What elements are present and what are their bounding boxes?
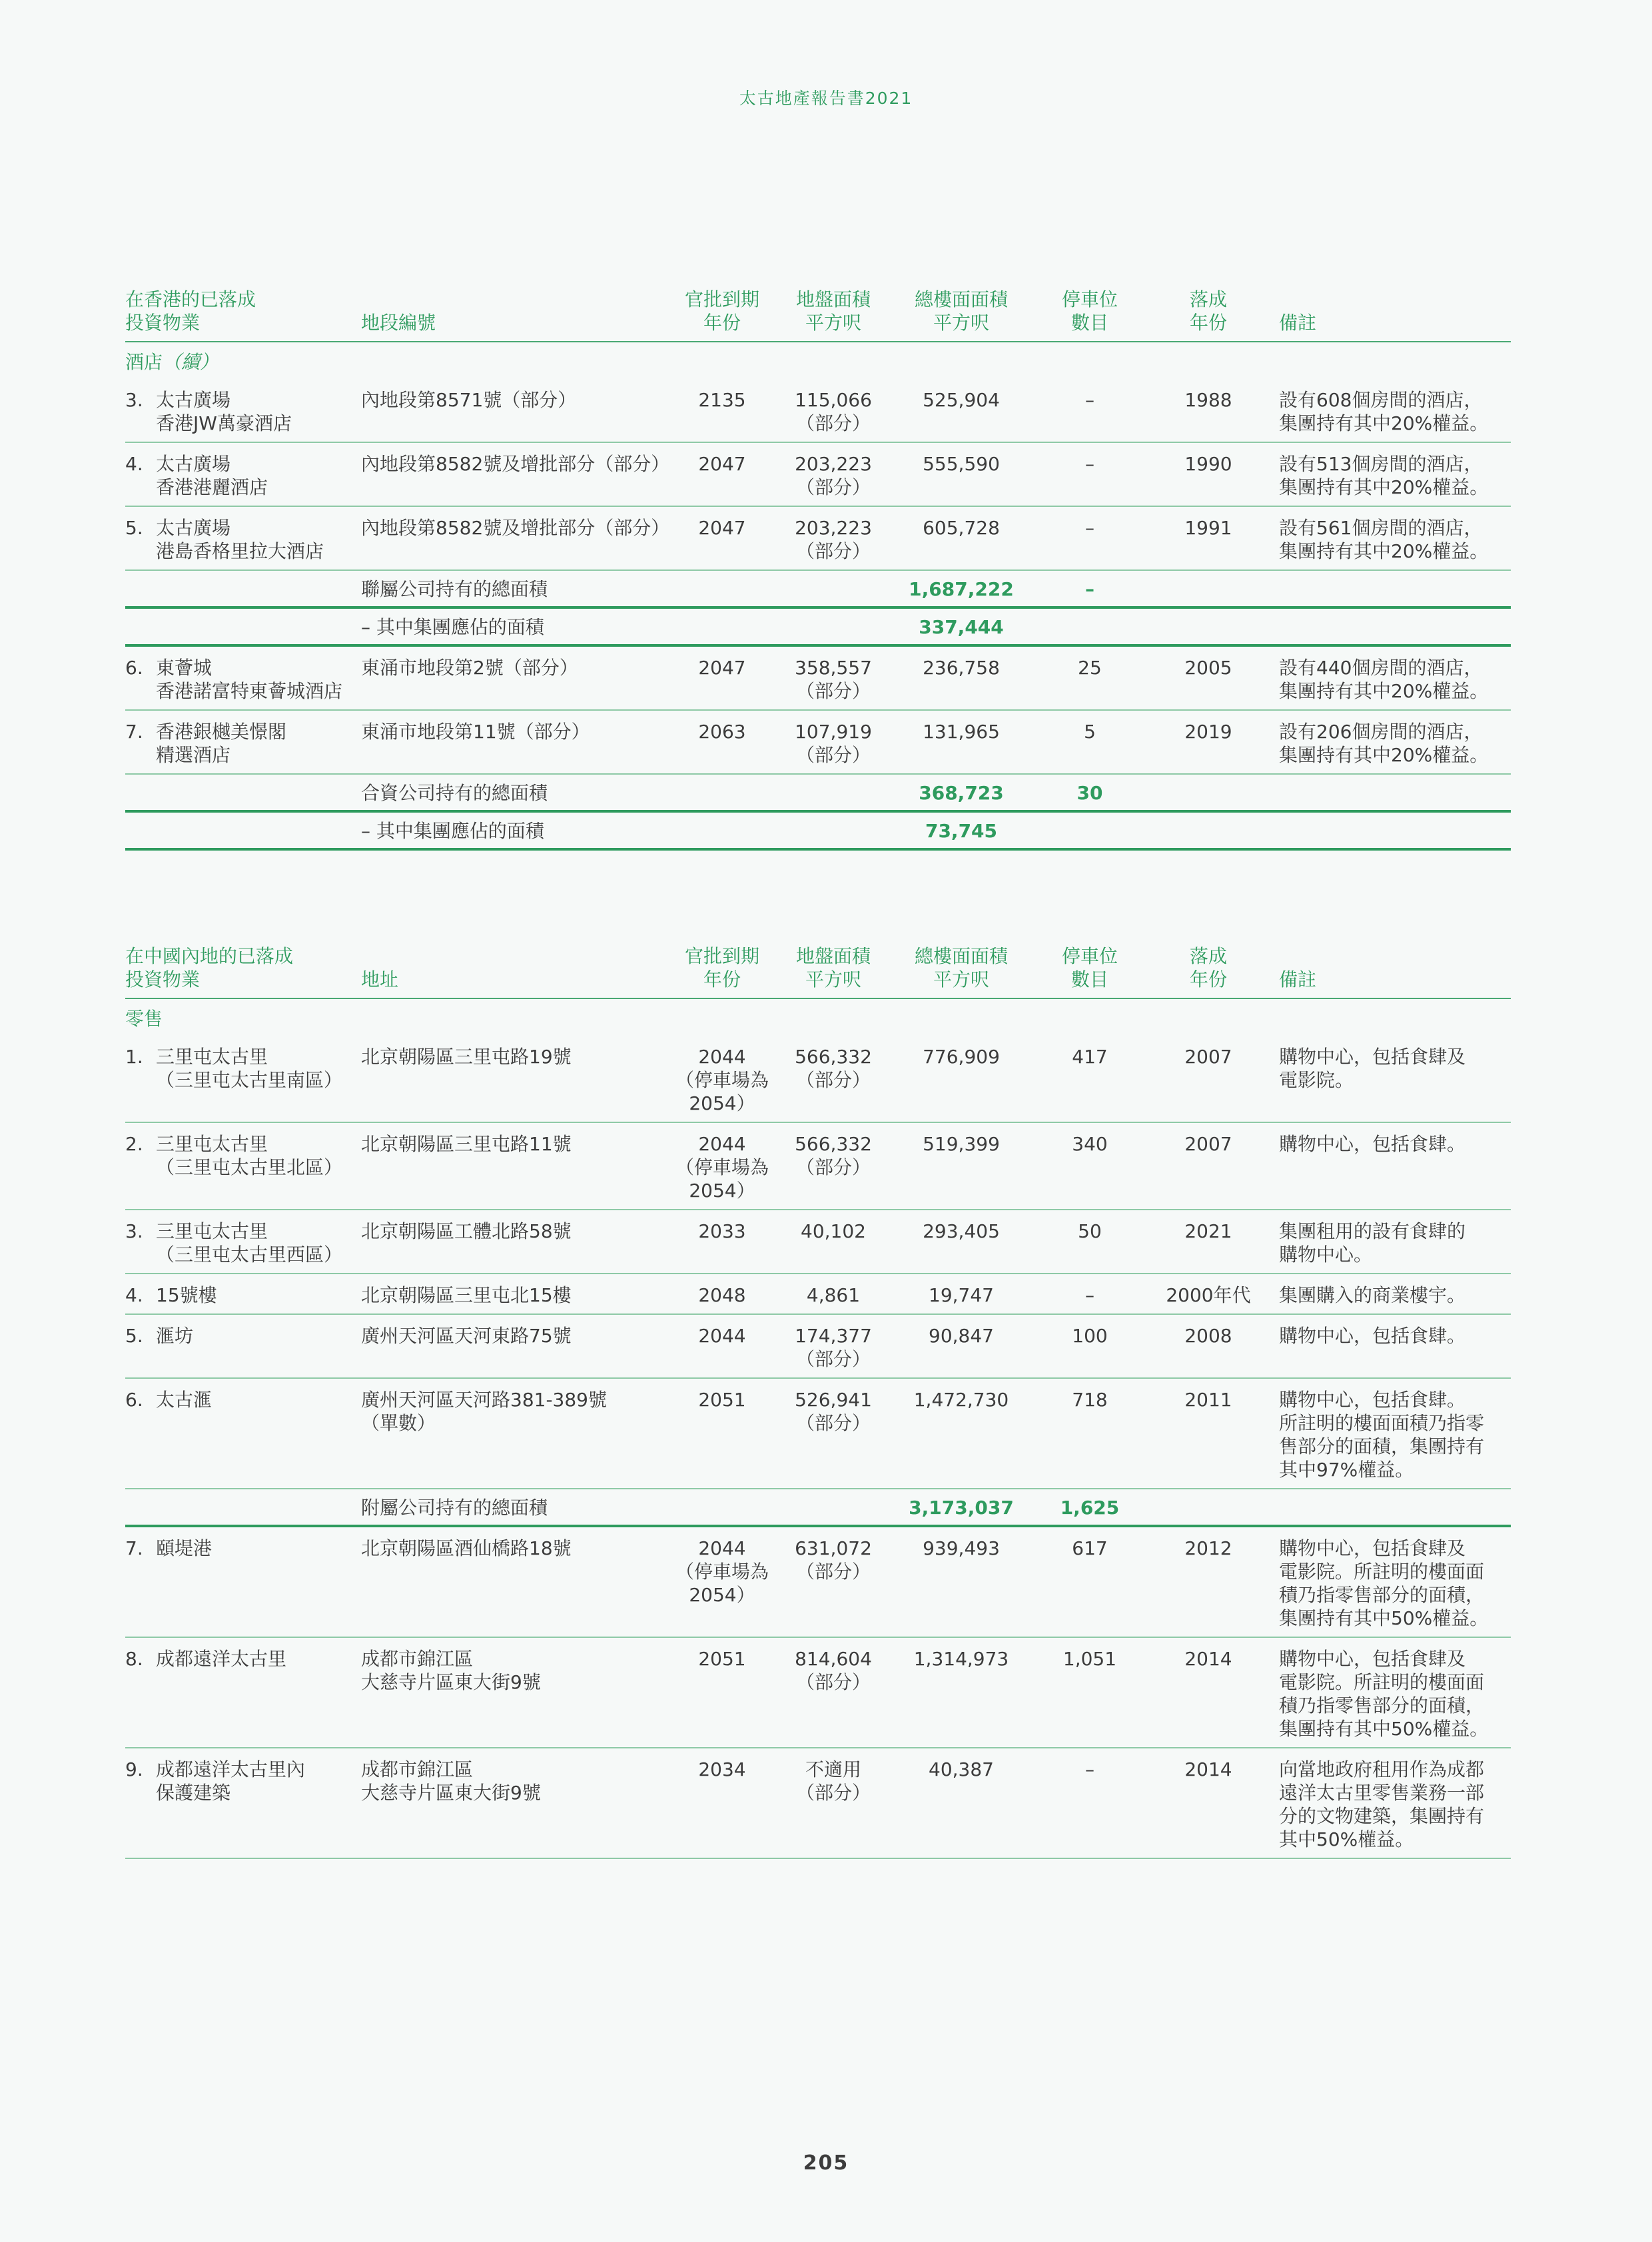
table-row (125, 1274, 1511, 1314)
site-area-cell: 358,557 （部分） (775, 645, 891, 710)
hk-properties-section (125, 288, 1511, 851)
gfa-cell: 19,747 (891, 1274, 1031, 1314)
year-cell: 2007 (1148, 1122, 1268, 1210)
header-year: 落成 年份 (1148, 944, 1268, 998)
parking-cell: 1,051 (1031, 1637, 1148, 1748)
property-name: 太古廣場 香港港麗酒店 (156, 453, 268, 498)
header-gfa: 總樓面面積 平方呎 (891, 288, 1031, 342)
property-name: 太古廣場 香港JW萬豪酒店 (156, 389, 292, 434)
property-name-cell (125, 1274, 361, 1314)
property-name: 成都遠洋太古里 (156, 1648, 287, 1670)
lease-cell: 2135 (669, 379, 775, 442)
site-area-cell: 814,604 （部分） (775, 1637, 891, 1748)
remark-cell: 設有206個房間的酒店， 集團持有其中20%權益。 (1268, 710, 1511, 774)
header-remarks: 備註 (1268, 288, 1511, 342)
site-area-cell: 526,941 （部分） (775, 1378, 891, 1489)
remark-cell: 購物中心，包括食肆及 電影院。所註明的樓面面 積乃指零售部分的面積， 集團持有其中50%權益。 (1268, 1637, 1511, 1748)
lot-cell: 廣州天河區天河路381-389號 （單數） (361, 1378, 669, 1489)
lot-cell: 成都市錦江區 大慈寺片區東大街9號 (361, 1637, 669, 1748)
table-row (125, 379, 1511, 442)
lot-cell: 內地段第8582號及增批部分（部分） (361, 506, 669, 570)
table-row (125, 645, 1511, 710)
share-label: – 其中集團應佔的面積 (361, 607, 669, 645)
remark-cell: 購物中心，包括食肆及 電影院。所註明的樓面面 積乃指零售部分的面積， 集團持有其中50%權益。 (1268, 1526, 1511, 1637)
lot-cell: 內地段第8571號（部分） (361, 379, 669, 442)
lot-cell: 成都市錦江區 大慈寺片區東大街9號 (361, 1748, 669, 1858)
site-area-cell: 566,332 （部分） (775, 1036, 891, 1122)
table-row (125, 1637, 1511, 1748)
cn-properties-table (125, 944, 1511, 1859)
year-cell: 2000年代 (1148, 1274, 1268, 1314)
site-area-cell: 174,377 （部分） (775, 1314, 891, 1378)
header-property: 在香港的已落成 投資物業 (125, 288, 361, 342)
header-parking: 停車位 數目 (1031, 288, 1148, 342)
header-lease: 官批到期 年份 (669, 288, 775, 342)
lot-cell: 廣州天河區天河東路75號 (361, 1314, 669, 1378)
lot-cell: 北京朝陽區酒仙橋路18號 (361, 1526, 669, 1637)
share-gfa: 73,745 (891, 811, 1031, 849)
remark-cell: 購物中心，包括食肆及 電影院。 (1268, 1036, 1511, 1122)
row-index: 9. (125, 1758, 143, 1780)
row-index: 1. (125, 1046, 143, 1068)
property-name: 滙坊 (156, 1325, 194, 1347)
table-row (125, 1526, 1511, 1637)
lease-cell: 2047 (669, 645, 775, 710)
remark-cell: 設有608個房間的酒店， 集團持有其中20%權益。 (1268, 379, 1511, 442)
row-index: 4. (125, 1284, 143, 1306)
year-cell: 2005 (1148, 645, 1268, 710)
parking-cell: 25 (1031, 645, 1148, 710)
gfa-cell: 90,847 (891, 1314, 1031, 1378)
category-label: 酒店（續） (125, 351, 219, 373)
property-name: 三里屯太古里 （三里屯太古里西區） (156, 1220, 343, 1266)
total-parking: 30 (1031, 774, 1148, 811)
property-name: 頤堤港 (156, 1537, 212, 1559)
property-name: 三里屯太古里 （三里屯太古里南區） (156, 1046, 343, 1091)
site-area-cell: 203,223 （部分） (775, 442, 891, 506)
remark-cell: 設有440個房間的酒店， 集團持有其中20%權益。 (1268, 645, 1511, 710)
remark-cell: 設有513個房間的酒店， 集團持有其中20%權益。 (1268, 442, 1511, 506)
row-index: 5. (125, 517, 143, 539)
total-gfa: 1,687,222 (891, 570, 1031, 607)
lease-cell: 2048 (669, 1274, 775, 1314)
gfa-cell: 131,965 (891, 710, 1031, 774)
header-address: 地址 (361, 944, 669, 998)
lease-cell: 2051 (669, 1378, 775, 1489)
row-index: 4. (125, 453, 143, 475)
total-label: 合資公司持有的總面積 (361, 774, 669, 811)
lot-cell: 東涌市地段第11號（部分） (361, 710, 669, 774)
remark-cell: 集團購入的商業樓宇。 (1268, 1274, 1511, 1314)
site-area-cell: 40,102 (775, 1210, 891, 1274)
parking-cell: 5 (1031, 710, 1148, 774)
parking-cell: – (1031, 506, 1148, 570)
lease-cell: 2047 (669, 506, 775, 570)
row-index: 3. (125, 389, 143, 411)
header-lease: 官批到期 年份 (669, 944, 775, 998)
site-area-cell: 4,861 (775, 1274, 891, 1314)
parking-cell: 617 (1031, 1526, 1148, 1637)
parking-cell: 718 (1031, 1378, 1148, 1489)
site-area-cell: 566,332 （部分） (775, 1122, 891, 1210)
property-name-cell (125, 506, 361, 570)
parking-cell: 417 (1031, 1036, 1148, 1122)
property-name-cell (125, 710, 361, 774)
year-cell: 2014 (1148, 1637, 1268, 1748)
parking-cell: – (1031, 1748, 1148, 1858)
total-label: 附屬公司持有的總面積 (361, 1489, 669, 1526)
lot-cell: 北京朝陽區工體北路58號 (361, 1210, 669, 1274)
property-name-cell (125, 1378, 361, 1489)
property-name-cell (125, 1526, 361, 1637)
parking-cell: – (1031, 1274, 1148, 1314)
running-head: 太古地產報告書2021 (739, 89, 913, 108)
gfa-cell: 236,758 (891, 645, 1031, 710)
year-cell: 1991 (1148, 506, 1268, 570)
row-index: 7. (125, 1537, 143, 1559)
property-name: 太古滙 (156, 1389, 212, 1411)
site-area-cell: 631,072 （部分） (775, 1526, 891, 1637)
site-area-cell: 203,223 （部分） (775, 506, 891, 570)
year-cell: 2008 (1148, 1314, 1268, 1378)
table-row (125, 1210, 1511, 1274)
property-name: 15號樓 (156, 1284, 217, 1306)
parking-cell: 50 (1031, 1210, 1148, 1274)
row-index: 8. (125, 1648, 143, 1670)
page-number: 205 (803, 2151, 849, 2175)
lease-cell: 2044 （停車場為 2054） (669, 1036, 775, 1122)
property-name: 東薈城 香港諾富特東薈城酒店 (156, 657, 343, 702)
share-label: – 其中集團應佔的面積 (361, 811, 669, 849)
parking-cell: 340 (1031, 1122, 1148, 1210)
gfa-cell: 555,590 (891, 442, 1031, 506)
gfa-cell: 1,314,973 (891, 1637, 1031, 1748)
category-label: 零售 (125, 1008, 163, 1030)
hk-properties-table (125, 288, 1511, 851)
parking-cell: – (1031, 379, 1148, 442)
property-name: 三里屯太古里 （三里屯太古里北區） (156, 1133, 343, 1178)
header-year: 落成 年份 (1148, 288, 1268, 342)
total-label: 聯屬公司持有的總面積 (361, 570, 669, 607)
table-row (125, 1036, 1511, 1122)
gfa-cell: 939,493 (891, 1526, 1031, 1637)
year-cell: 1988 (1148, 379, 1268, 442)
property-name-cell (125, 379, 361, 442)
header-site-area: 地盤面積 平方呎 (775, 944, 891, 998)
gfa-cell: 525,904 (891, 379, 1031, 442)
lease-cell: 2051 (669, 1637, 775, 1748)
total-parking: – (1031, 570, 1148, 607)
row-index: 3. (125, 1220, 143, 1242)
parking-cell: 100 (1031, 1314, 1148, 1378)
lease-cell: 2063 (669, 710, 775, 774)
table-row (125, 1378, 1511, 1489)
property-name-cell (125, 1122, 361, 1210)
lot-cell: 內地段第8582號及增批部分（部分） (361, 442, 669, 506)
total-parking: 1,625 (1031, 1489, 1148, 1526)
lease-cell: 2034 (669, 1748, 775, 1858)
property-name-cell (125, 1637, 361, 1748)
lot-cell: 北京朝陽區三里屯路11號 (361, 1122, 669, 1210)
lot-cell: 北京朝陽區三里屯北15樓 (361, 1274, 669, 1314)
row-index: 2. (125, 1133, 143, 1155)
row-index: 5. (125, 1325, 143, 1347)
category-row (125, 342, 1511, 379)
property-name-cell (125, 1314, 361, 1378)
header-property: 在中國內地的已落成 投資物業 (125, 944, 361, 998)
subsidiaries-total-row (125, 1489, 1511, 1526)
gfa-cell: 40,387 (891, 1748, 1031, 1858)
header-parking: 停車位 數目 (1031, 944, 1148, 998)
gfa-cell: 519,399 (891, 1122, 1031, 1210)
property-name: 太古廣場 港島香格里拉大酒店 (156, 517, 324, 562)
total-gfa: 3,173,037 (891, 1489, 1031, 1526)
property-name-cell (125, 442, 361, 506)
category-row (125, 998, 1511, 1036)
property-name: 香港銀樾美憬閣 精選酒店 (156, 721, 287, 766)
jv-share-row (125, 811, 1511, 849)
table-row (125, 442, 1511, 506)
table-row (125, 1122, 1511, 1210)
property-name-cell (125, 1210, 361, 1274)
table-row (125, 506, 1511, 570)
remark-cell: 購物中心，包括食肆。 所註明的樓面面積乃指零 售部分的面積，集團持有 其中97%權益。 (1268, 1378, 1511, 1489)
site-area-cell: 115,066 （部分） (775, 379, 891, 442)
property-name-cell (125, 1036, 361, 1122)
header-remarks: 備註 (1268, 944, 1511, 998)
site-area-cell: 不適用 （部分） (775, 1748, 891, 1858)
lease-cell: 2044 （停車場為 2054） (669, 1526, 775, 1637)
remark-cell: 設有561個房間的酒店， 集團持有其中20%權益。 (1268, 506, 1511, 570)
parking-cell: – (1031, 442, 1148, 506)
table-row (125, 1314, 1511, 1378)
lease-cell: 2044 (669, 1314, 775, 1378)
site-area-cell: 107,919 （部分） (775, 710, 891, 774)
jv-total-row (125, 774, 1511, 811)
year-cell: 2021 (1148, 1210, 1268, 1274)
lease-cell: 2047 (669, 442, 775, 506)
year-cell: 2014 (1148, 1748, 1268, 1858)
year-cell: 1990 (1148, 442, 1268, 506)
year-cell: 2019 (1148, 710, 1268, 774)
row-index: 7. (125, 721, 143, 743)
property-name: 成都遠洋太古里內 保護建築 (156, 1758, 306, 1804)
header-gfa: 總樓面面積 平方呎 (891, 944, 1031, 998)
gfa-cell: 1,472,730 (891, 1378, 1031, 1489)
property-name-cell (125, 1748, 361, 1858)
table-row (125, 1748, 1511, 1858)
table-header-row (125, 944, 1511, 998)
gfa-cell: 605,728 (891, 506, 1031, 570)
lease-cell: 2033 (669, 1210, 775, 1274)
year-cell: 2011 (1148, 1378, 1268, 1489)
gfa-cell: 776,909 (891, 1036, 1031, 1122)
associates-total-row (125, 570, 1511, 607)
property-name-cell (125, 645, 361, 710)
gfa-cell: 293,405 (891, 1210, 1031, 1274)
table-header-row (125, 288, 1511, 342)
total-gfa: 368,723 (891, 774, 1031, 811)
remark-cell: 購物中心，包括食肆。 (1268, 1314, 1511, 1378)
lease-cell: 2044 （停車場為 2054） (669, 1122, 775, 1210)
remark-cell: 購物中心，包括食肆。 (1268, 1122, 1511, 1210)
remark-cell: 集團租用的設有食肆的 購物中心。 (1268, 1210, 1511, 1274)
header-site-area: 地盤面積 平方呎 (775, 288, 891, 342)
cn-properties-section (125, 944, 1511, 1859)
row-index: 6. (125, 657, 143, 679)
year-cell: 2012 (1148, 1526, 1268, 1637)
lot-cell: 北京朝陽區三里屯路19號 (361, 1036, 669, 1122)
table-row (125, 710, 1511, 774)
lot-cell: 東涌市地段第2號（部分） (361, 645, 669, 710)
year-cell: 2007 (1148, 1036, 1268, 1122)
associates-share-row (125, 607, 1511, 645)
header-lot: 地段編號 (361, 288, 669, 342)
row-index: 6. (125, 1389, 143, 1411)
share-gfa: 337,444 (891, 607, 1031, 645)
remark-cell: 向當地政府租用作為成都 遠洋太古里零售業務一部 分的文物建築，集團持有 其中50%權益。 (1268, 1748, 1511, 1858)
